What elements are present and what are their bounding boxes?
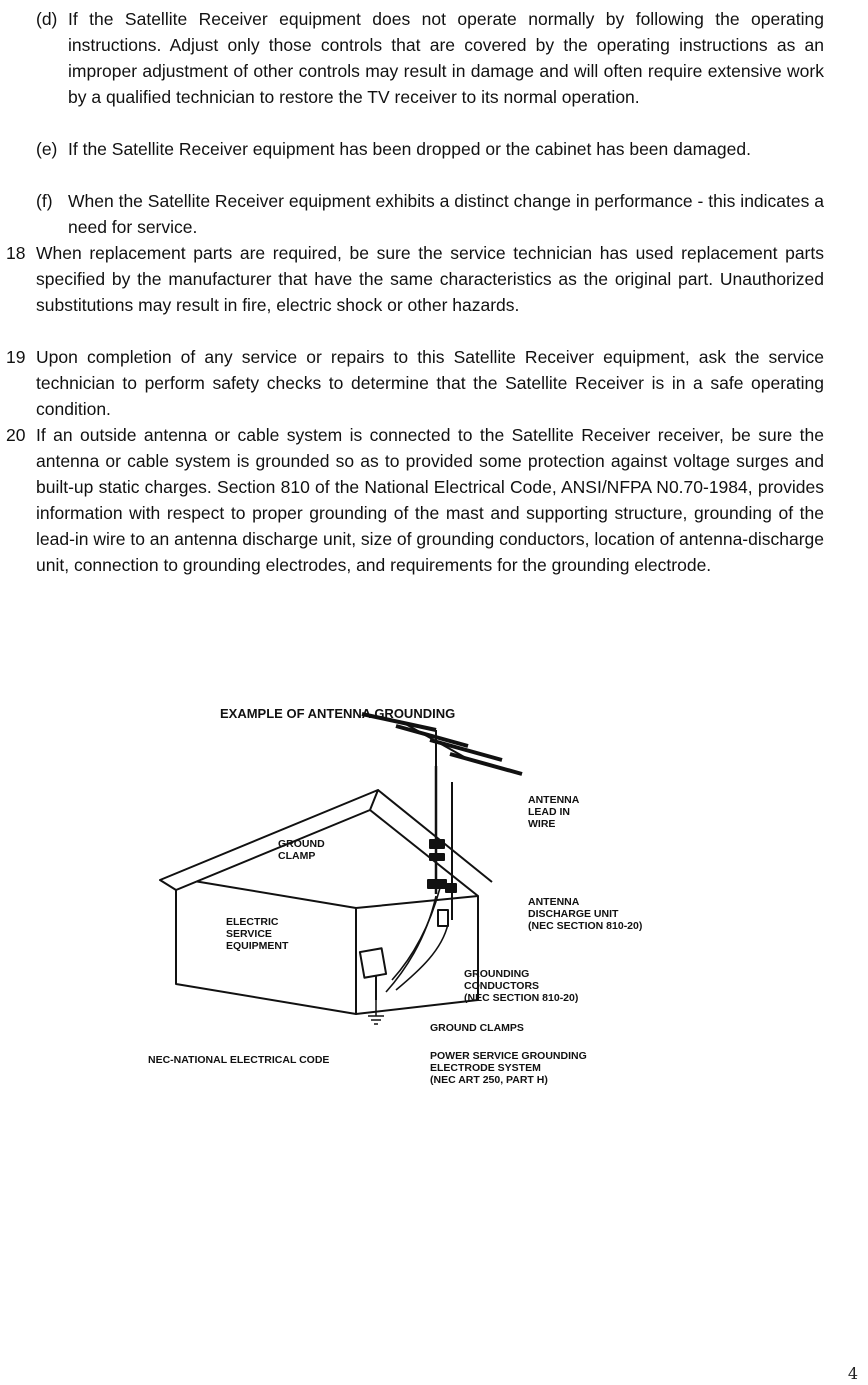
label-nec: NEC-NATIONAL ELECTRICAL CODE [148,1054,330,1066]
label-power-service: POWER SERVICE GROUNDING ELECTRODE SYSTEM (NEC ART 250, PART H) [430,1050,587,1086]
item-number: 18 [6,243,26,263]
label-antenna-lead-in: ANTENNA LEAD IN WIRE [528,794,580,830]
list-item-e [36,136,824,162]
page-number: 4 [847,1364,858,1383]
label-grounding-conductors: GROUNDING CONDUCTORS (NEC SECTION 810-20) [464,968,579,1004]
diagram-title: EXAMPLE OF ANTENNA GROUNDING [220,706,456,721]
item-text: If the Satellite Receiver equipment has been dropped or the cabinet has been damaged. [68,139,751,159]
item-number: 20 [6,425,26,445]
mast-clamp [446,884,456,892]
roof-eave [370,810,478,896]
item-text: Upon completion of any service or repairs to this Satellite Receiver equipment, ask the service technician to perform safety checks to determine that the Satellite Receiver is in a safe operating condition. [36,347,824,419]
discharge-unit [438,910,448,926]
item-number: 19 [6,347,26,367]
label-ground-clamps: GROUND CLAMPS [430,1022,524,1034]
list-item-d [36,6,824,110]
mast-clamp [430,840,444,848]
list-item-19 [6,344,824,422]
item-text: If the Satellite Receiver equipment does not operate normally by following the operating instructions. Adjust only those controls that are covered by the operating instructions as an improper adjustment of other controls may result in damage and will often require extensive work by a qualified technician to restore the TV receiver to its normal operation. [68,9,824,107]
item-label: (d) [36,9,58,29]
house-roof [160,790,378,890]
antenna-grounding-diagram [130,700,690,1100]
list-item-f [36,188,824,240]
item-label: (f) [36,191,53,211]
antenna-boom [402,722,466,758]
list-item-20 [6,422,824,578]
item-text: When replacement parts are required, be sure the service technician has used replacement parts specified by the manufacturer that have the same characteristics as the original part. Unauthorized substitutions may result in fire, electric shock or other hazards. [36,243,824,315]
mast-clamp [430,854,444,860]
item-text: When the Satellite Receiver equipment exhibits a distinct change in performance - this indicates a need for service. [68,191,824,237]
list-item-18 [6,240,824,318]
mast-clamp [428,880,446,888]
label-discharge-unit: ANTENNA DISCHARGE UNIT (NEC SECTION 810-20) [528,896,643,932]
label-electric-service: ELECTRIC SERVICE EQUIPMENT [226,916,289,952]
item-text: If an outside antenna or cable system is connected to the Satellite Receiver receiver, be sure the antenna or cable system is grounded so as to provided some protection against voltage surges and built-up static charges. Section 810 of the National Electrical Code, ANSI/NFPA N0.70-1984, provides information with respect to proper grounding of the mast and supporting structure, grounding of the lead-in wire to an antenna discharge unit, size of grounding conductors, location of antenna-discharge unit, connection to grounding electrodes, and requirements for the grounding electrode. [36,425,825,575]
item-label: (e) [36,139,58,159]
label-ground-clamp: GROUND CLAMP [278,838,325,862]
service-panel [360,948,386,977]
